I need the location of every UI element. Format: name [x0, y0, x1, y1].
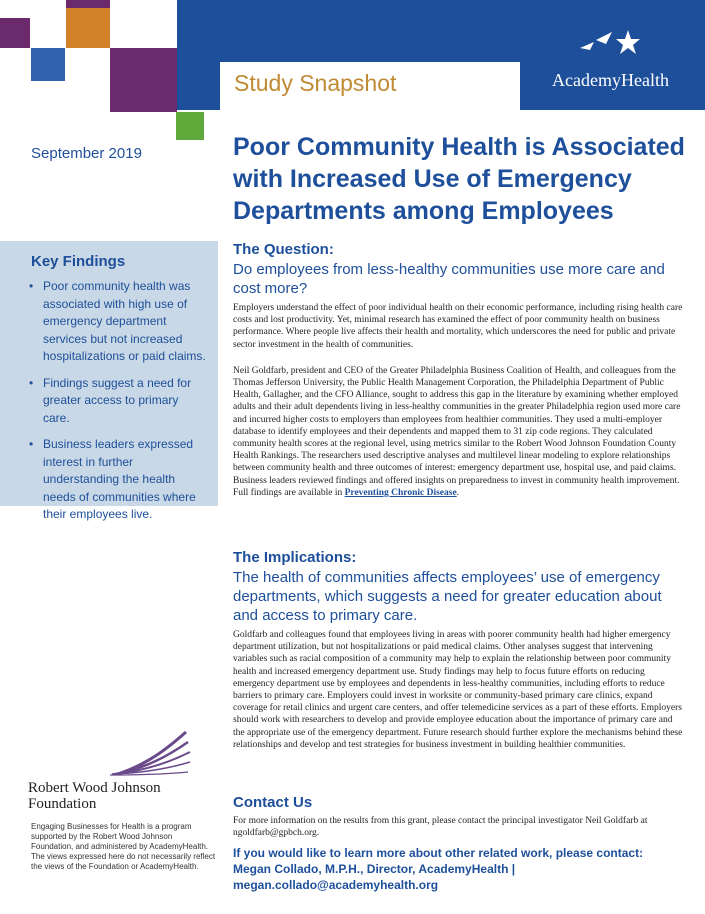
rwjf-swoosh-icon	[28, 730, 198, 780]
question-subheading: Do employees from less-healthy communities use more care and cost more?	[233, 261, 665, 297]
academyhealth-logo	[548, 28, 673, 98]
question-heading: The Question:	[233, 241, 334, 258]
implications-paragraph: Goldfarb and colleagues found that employees living in areas with poorer community health had higher emergency department utilization, but not hospitalizations or paid medical claims. Other analyses suggest that intervening variables such as racial composition of a community may help to explain the relationship between poor community health and increased emergency department use. Study findings may help to focus future efforts on reducing emergency department use by employees and dependents in less-healthy communities, including efforts to reduce barriers to primary care. Employers could invest in worksite or community-based primary care clinics, expand coverage for retail clinics and urgent care centers, and offer telemedicine services as a part of these efforts. Employers should work with researchers to develop and provide employee education about the importance of primary care and the appropriate use of the emergency department. Future research should further explore the mechanisms behind these relationships and develop and test strategies for business investment in building healthier communities.	[233, 630, 683, 750]
key-finding-item: • Business leaders expressed interest in further understanding the health needs of communities where their employees live.	[27, 436, 207, 524]
question-paragraph-1: Employers understand the effect of poor individual health on their economic performance, including rising health care costs and lost productivity. Yet, minimal research has examined the effect of poor community health on business performance. Where people live affects their health and mortality, which underscores the need for public and private sector investment in the health of communities.	[233, 303, 683, 350]
deco-square-orange	[66, 8, 110, 48]
stars-icon	[576, 28, 646, 64]
program-footnote: Engaging Businesses for Health is a program supported by the Robert Wood Johnson Foundation, and administered by AcademyHealth. The views expressed here do not necessarily reflect the views of the Foundation or AcademyHealth.	[31, 822, 216, 871]
rwjf-name-line-2: Foundation	[28, 796, 97, 812]
contact-more-line-2: Megan Collado, M.P.H., Director, AcademyHealth | megan.collado@academyhealth.org	[233, 862, 516, 893]
question-paragraph-2-text: Neil Goldfarb, president and CEO of the Greater Philadelphia Business Coalition of Health, and colleagues from the Thomas Jefferson University, the Public Health Management Corporation, the Philadelphia Department of Public Health, Gallagher, and the CFO Alliance, sought to address this gap in the literature by examining whether employed adults and their adult dependents living in less-healthy communities in the greater Philadelphia region used more care and incurred higher costs to employers than employees from healthier communities. They used a multi-employer database to identify employees and their dependents and mapped them to 31 zip code regions. They calculated community health scores at the regional level, using metrics similar to the Robert Wood Johnson Foundation County Health Rankings. The researchers used descriptive analyses and multilevel linear modeling to explore relationships between community health and three outcomes of interest: emergency department use, hospital use, and paid claims. Business leaders reviewed findings and offered insights on preparedness to invest in community health improvement. Full findings are available in	[233, 365, 681, 498]
contact-heading: Contact Us	[233, 794, 313, 811]
key-findings-list	[27, 278, 207, 533]
link-suffix: .	[456, 487, 460, 498]
study-snapshot-label: Study Snapshot	[234, 70, 397, 96]
deco-square-purple-mid	[110, 48, 177, 112]
key-findings-heading: Key Findings	[31, 253, 126, 270]
implications-heading: The Implications:	[233, 549, 357, 566]
preventing-chronic-disease-link[interactable]: Preventing Chronic Disease	[344, 487, 457, 498]
deco-square-blue	[31, 48, 65, 81]
key-finding-item: • Findings suggest a need for greater access to primary care.	[27, 375, 207, 428]
implications-section	[233, 549, 683, 757]
question-paragraph-2	[233, 365, 683, 499]
publication-date: September 2019	[31, 145, 142, 162]
academyhealth-wordmark: AcademyHealth	[552, 70, 669, 90]
rwjf-name-line-1: Robert Wood Johnson	[28, 780, 161, 796]
rwjf-wordmark	[28, 780, 203, 812]
contact-paragraph: For more information on the results from this grant, please contact the principal investigator Neil Goldfarb at ngoldfarb@gpbch.org.	[233, 816, 648, 839]
contact-section	[233, 794, 683, 893]
contact-more-line-1: If you would like to learn more about other related work, please contact:	[233, 846, 644, 861]
question-section	[233, 241, 683, 505]
rwjf-logo	[28, 730, 198, 820]
implications-subheading: The health of communities affects employees’ use of emergency departments, which suggests a need for greater education about and access to primary care.	[233, 569, 662, 624]
key-finding-item: • Poor community health was associated with high use of emergency department services but not increased hospitalizations or paid claims.	[27, 278, 207, 366]
deco-square-green	[176, 112, 204, 140]
deco-square-purple-top	[0, 18, 30, 48]
page-title: Poor Community Health is Associated with Increased Use of Emergency Departments among Employees	[233, 133, 685, 225]
